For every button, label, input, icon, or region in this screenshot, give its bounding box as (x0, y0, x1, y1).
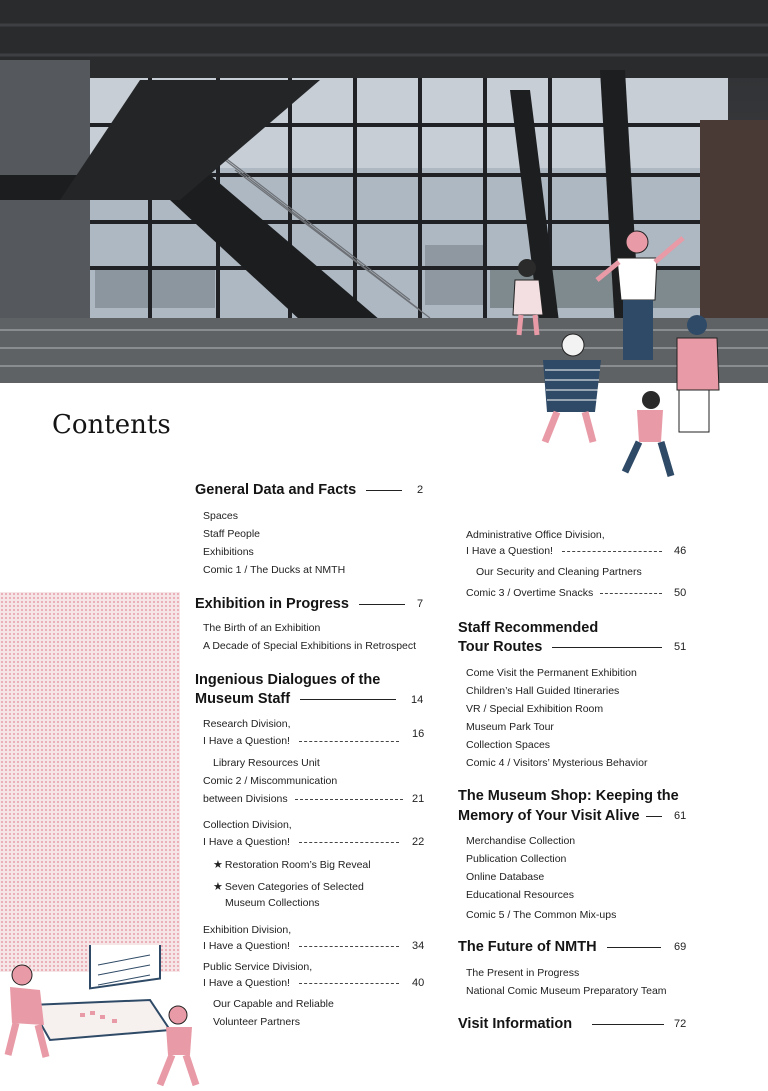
toc-page-admin: 46 (674, 545, 687, 557)
page-title: Contents (52, 410, 171, 440)
toc-item[interactable]: Comic 1 / The Ducks at NMTH (203, 564, 346, 576)
toc-page-collection: 22 (412, 836, 425, 848)
toc-item[interactable]: VR / Special Exhibition Room (466, 703, 604, 715)
toc-heading-future[interactable]: The Future of NMTH (458, 937, 671, 957)
toc-item[interactable]: National Comic Museum Preparatory Team (466, 985, 667, 997)
toc-page-exhibition-progress: 7 (417, 598, 424, 610)
toc-heading-dialogues-line2[interactable]: Museum Staff (195, 689, 406, 709)
toc-item[interactable]: Comic 3 / Overtime Snacks (466, 586, 662, 600)
toc-item[interactable]: Merchandise Collection (466, 835, 576, 847)
toc-page-dialogues: 14 (411, 694, 424, 706)
toc-page-comic2: 21 (412, 793, 425, 805)
toc-item[interactable]: I Have a Question! (203, 939, 399, 953)
toc-page-research: 16 (412, 728, 425, 740)
toc-page-shop: 61 (674, 810, 687, 822)
toc-page-comic3: 50 (674, 587, 687, 599)
toc-item[interactable]: between Divisions (203, 792, 403, 806)
toc-item[interactable]: Museum Collections (225, 897, 320, 909)
toc-page-public: 40 (412, 977, 425, 989)
toc-item[interactable]: Our Security and Cleaning Partners (476, 566, 642, 578)
staff-carrying-illustration (0, 945, 210, 1091)
toc-item[interactable]: The Present in Progress (466, 967, 580, 979)
toc-item[interactable]: Exhibition Division, (203, 924, 292, 936)
toc-heading-dialogues[interactable]: Ingenious Dialogues of the (195, 672, 381, 688)
toc-page-exhibition: 34 (412, 940, 425, 952)
toc-item[interactable]: I Have a Question! (203, 734, 399, 748)
toc-page-visit: 72 (674, 1018, 687, 1030)
toc-item[interactable]: Our Capable and Reliable (213, 998, 334, 1010)
toc-heading-tour[interactable]: Staff Recommended (458, 620, 599, 636)
toc-item[interactable]: Exhibitions (203, 546, 254, 558)
toc-item[interactable]: Research Division, (203, 718, 291, 730)
toc-heading-tour-line2[interactable]: Tour Routes (458, 637, 672, 657)
toc-item[interactable]: I Have a Question! (466, 544, 662, 558)
star-icon: ★ (213, 881, 223, 893)
toc-item[interactable]: Collection Division, (203, 819, 292, 831)
toc-item[interactable]: The Birth of an Exhibition (203, 622, 321, 634)
toc-item[interactable]: Children’s Hall Guided Itineraries (466, 685, 620, 697)
toc-item[interactable]: Museum Park Tour (466, 721, 554, 733)
toc-item[interactable]: Comic 2 / Miscommunication (203, 775, 338, 787)
toc-item[interactable]: Public Service Division, (203, 961, 313, 973)
toc-item[interactable]: Come Visit the Permanent Exhibition (466, 667, 637, 679)
toc-item[interactable]: I Have a Question! (203, 976, 399, 990)
toc-heading-visit[interactable]: Visit Information (458, 1014, 674, 1034)
toc-heading-exhibition-progress[interactable]: Exhibition in Progress (195, 594, 415, 614)
toc-item[interactable]: Educational Resources (466, 889, 574, 901)
star-icon: ★ (213, 859, 223, 871)
toc-item[interactable]: I Have a Question! (203, 835, 399, 849)
toc-item[interactable]: Volunteer Partners (213, 1016, 300, 1028)
toc-page-tour: 51 (674, 641, 687, 653)
toc-page-general: 2 (417, 484, 424, 496)
toc-page-future: 69 (674, 941, 687, 953)
toc-item[interactable]: Collection Spaces (466, 739, 551, 751)
toc-item[interactable]: Staff People (203, 528, 261, 540)
halftone-panel (0, 592, 180, 972)
toc-item[interactable]: ★ Seven Categories of Selected (213, 881, 364, 893)
toc-item[interactable]: ★ Restoration Room’s Big Reveal (213, 859, 371, 871)
toc-item[interactable]: Publication Collection (466, 853, 567, 865)
toc-item[interactable]: Comic 5 / The Common Mix-ups (466, 909, 617, 921)
toc-item[interactable]: Online Database (466, 871, 545, 883)
visitors-illustration (505, 220, 735, 480)
toc-item[interactable]: Spaces (203, 510, 239, 522)
toc-item[interactable]: A Decade of Special Exhibitions in Retrospect (203, 640, 417, 652)
toc-item[interactable]: Administrative Office Division, (466, 529, 605, 541)
toc-item[interactable]: Comic 4 / Visitors’ Mysterious Behavior (466, 757, 648, 769)
toc-item[interactable]: Library Resources Unit (213, 757, 320, 769)
toc-heading-shop[interactable]: The Museum Shop: Keeping the (458, 788, 679, 804)
toc-heading-shop-line2[interactable]: Memory of Your Visit Alive (458, 806, 668, 826)
toc-heading-general[interactable]: General Data and Facts (195, 480, 412, 500)
